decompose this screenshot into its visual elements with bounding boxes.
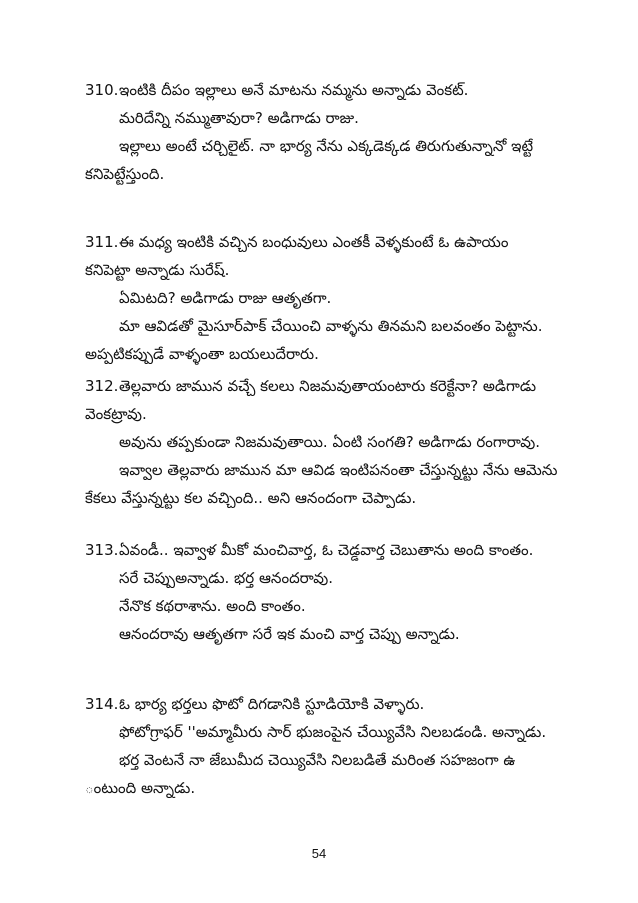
- joke-entry-310: [85, 76, 563, 188]
- joke-entry-311: [85, 228, 563, 368]
- entry-line: కేకలు వేస్తున్నట్టు కల వచ్చింది.. అని ఆనందంగా చెప్పాడు.: [85, 489, 417, 507]
- entry-first-line: [85, 228, 563, 256]
- entry-first-line: [85, 76, 563, 104]
- entry-line: ఇవ్వాల తెల్లవారు జామున మా ఆవిడ ఇంటిపనంతా చేస్తున్నట్టు నేను ఆమెను: [119, 461, 558, 479]
- entry-line: ఆనందరావు ఆతృతగా సరే ఇక మంచి వార్త చెప్పు అన్నాడు.: [119, 625, 460, 643]
- entry-number: 311.: [85, 233, 119, 251]
- joke-entry-312: [85, 372, 563, 512]
- entry-line: అప్పటికప్పుడే వాళ్ళంతా బయలుదేరారు.: [85, 345, 319, 363]
- entry-number: 313.: [85, 541, 119, 559]
- entry-first-line: [85, 690, 563, 718]
- entry-line: కనిపెట్టేస్తుంది.: [85, 165, 165, 183]
- entry-text: ఈ మధ్య ఇంటికి వచ్చిన బంధువులు ఎంతకీ వెళ్ళకుంటే ఓ ఉపాయం: [119, 233, 509, 251]
- entry-line: మరిదేన్ని నమ్ముతావురా? అడిగాడు రాజు.: [119, 109, 359, 127]
- page-number: 54: [311, 846, 327, 861]
- entry-text: తెల్లవారు జామున వచ్చే కలలు నిజమవుతాయంటారు కరెక్టేనా? అడిగాడు: [119, 377, 537, 395]
- entry-first-line: [85, 536, 563, 564]
- entry-first-line: [85, 372, 563, 400]
- entry-line: ఫోటోగ్రాఫర్ ''అమ్మామీరు సార్ భుజంపైన చేయ్యివేసి నిలబడండి. అన్నాడు.: [119, 723, 547, 741]
- entry-line: ఇల్లాలు అంటే చర్చిలైట్. నా భార్య నేను ఎక్కడెక్కడ తిరుగుతున్నానో ఇట్టే: [119, 137, 534, 155]
- entry-line: అవును తప్పకుండా నిజమవుతాయి. ఏంటి సంగతి? అడిగాడు రంగారావు.: [119, 433, 541, 451]
- entry-text: ఓ భార్య భర్తలు ఫొటో దిగడానికి స్టూడియోకి వెళ్ళారు.: [119, 695, 425, 713]
- entry-line: మా ఆవిడతో మైసూర్‌పాక్ చేయించి వాళ్ళను తినమని బలవంతం పెట్టాను.: [119, 317, 543, 335]
- joke-entry-314: [85, 690, 563, 802]
- entry-line: భర్త వెంటనే నా జేబుమీద చెయ్యివేసి నిలబడితే మరింత సహజంగా ఉ: [119, 751, 516, 769]
- entry-line: నేనొక కథరాశాను. అంది కాంతం.: [119, 597, 306, 615]
- entry-number: 310.: [85, 81, 119, 99]
- entry-number: 312.: [85, 377, 119, 395]
- entry-line: కనిపెట్టా అన్నాడు సురేష్.: [85, 261, 230, 279]
- entry-text: ఏవండీ.. ఇవ్వాళ మీకో మంచివార్త, ఓ చెడ్డవార్త చెబుతాను అంది కాంతం.: [119, 541, 534, 559]
- joke-entry-313: [85, 536, 563, 648]
- entry-number: 314.: [85, 695, 119, 713]
- entry-text: ఇంటికి దీపం ఇల్లాలు అనే మాటను నమ్మను అన్నాడు వెంకట్.: [119, 81, 469, 99]
- entry-line: ఏమిటది? అడిగాడు రాజు ఆతృతగా.: [119, 289, 332, 307]
- entry-line: ంటుంది అన్నాడు.: [85, 779, 196, 797]
- entry-line: సరే చెప్పుఅన్నాడు. భర్త ఆనందరావు.: [119, 569, 333, 587]
- entry-line: వెంకట్రావు.: [85, 405, 147, 423]
